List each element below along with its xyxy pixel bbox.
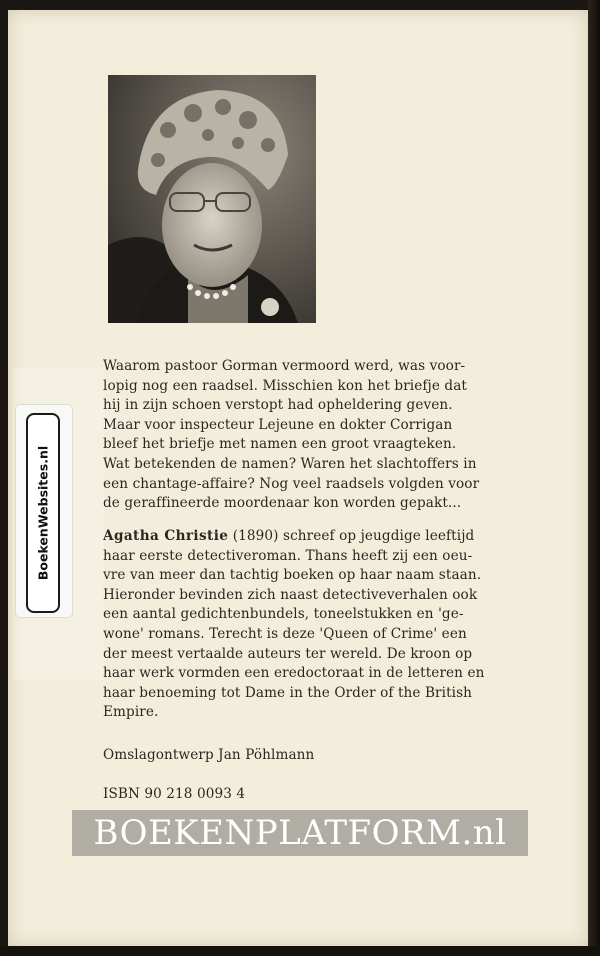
bio-line: Hieronder bevinden zich naast detectiveverhalen ook xyxy=(103,586,478,603)
blurb-line: bleef het briefje met namen een groot vraagteken. xyxy=(103,436,457,453)
bio-line: een aantal gedichtenbundels, toneelstukken en 'ge- xyxy=(103,606,464,623)
bio-line: vre van meer dan tachtig boeken op haar naam staan. xyxy=(103,567,482,584)
author-name: Agatha Christie xyxy=(103,528,229,544)
bookmark-label: BoekenWebsites.nl xyxy=(35,445,51,581)
blurb-line: Waarom pastoor Gorman vermoord werd, was voor- xyxy=(103,358,466,374)
author-photo xyxy=(108,75,316,323)
bio-line: haar benoeming tot Dame in the Order of the British xyxy=(103,684,473,701)
author-bio-paragraph xyxy=(103,527,521,723)
cover-design-credit: Omslagontwerp Jan Pöhlmann xyxy=(103,747,315,763)
cover-bottom-edge xyxy=(0,946,600,956)
blurb-line: Wat betekenden de namen? Waren het slachtoffers in xyxy=(103,455,477,472)
blurb-line: hij in zijn schoen verstopt had opheldering geven. xyxy=(103,397,453,414)
blurb-line: de geraffineerde moordenaar kon worden gepakt... xyxy=(103,495,462,512)
blurb-paragraph xyxy=(103,357,521,514)
bookmark-tab[interactable] xyxy=(16,405,72,617)
bio-first-line xyxy=(103,527,521,547)
bio-line: Empire. xyxy=(103,704,159,721)
cover-edge xyxy=(588,0,600,956)
isbn-number: ISBN 90 218 0093 4 xyxy=(103,786,246,802)
bio-line: haar eerste detectiveroman. Thans heeft zij een oeu- xyxy=(103,547,473,564)
blurb-line: lopig nog een raadsel. Misschien kon het briefje dat xyxy=(103,377,467,394)
bio-first-line-text: (1890) schreef op jeugdige leeftijd xyxy=(228,528,475,544)
bio-line: haar werk vormden een eredoctoraat in de letteren en xyxy=(103,665,485,682)
blurb-line: een chantage-affaire? Nog veel raadsels volgden voor xyxy=(103,475,480,492)
bio-line: wone' romans. Terecht is deze 'Queen of Crime' een xyxy=(103,625,467,642)
bio-line: der meest vertaalde auteurs ter wereld. De kroon op xyxy=(103,645,473,662)
bookmark-frame xyxy=(26,413,60,613)
blurb-line: Maar voor inspecteur Lejeune en dokter Corrigan xyxy=(103,416,453,433)
watermark-banner: BOEKENPLATFORM.nl xyxy=(72,810,528,856)
